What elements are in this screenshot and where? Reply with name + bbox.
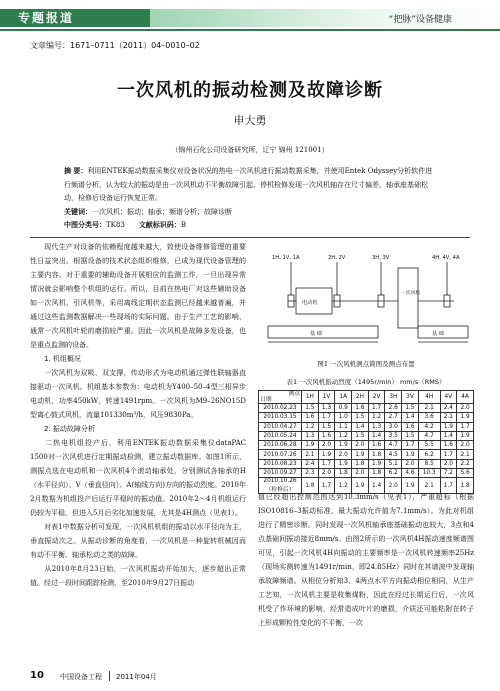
base-right-label: 基 础	[432, 331, 445, 337]
table-cell: 5.5	[418, 441, 440, 450]
table-cell: 10.3	[418, 469, 440, 478]
table-cell: 1.9	[302, 441, 319, 450]
table-cell: 2.1	[440, 413, 457, 422]
row-date: 2010.08.23	[259, 459, 302, 468]
table-cell: 1.1	[335, 422, 352, 431]
analysis-paragraph	[30, 520, 246, 562]
table-cell: 1.5	[402, 404, 419, 413]
table-cell: 1.9	[352, 450, 369, 459]
table-cell: 2.3	[302, 469, 319, 478]
column-header: 2V	[368, 391, 385, 404]
table-cell: 1.8	[302, 478, 319, 494]
table-cell: 3.0	[385, 422, 402, 431]
clc-label: 中图分类号：	[64, 221, 106, 229]
article-number: 文章编号：1671–0711（2011）04–0010–02	[30, 41, 200, 50]
intro-paragraph	[30, 240, 246, 352]
table-cell: 4.5	[385, 450, 402, 459]
timeline-paragraph	[30, 562, 246, 590]
table-cell: 2.0	[335, 450, 352, 459]
table-cell: 0.9	[335, 404, 352, 413]
journal-issue: 2011年04月	[116, 673, 157, 681]
affiliation: （锦州石化公司设备研究所，辽宁 锦州 121001）	[171, 146, 329, 154]
table-cell: 4.7	[418, 431, 440, 440]
table-cell: 1.8	[368, 450, 385, 459]
table-cell: 1.9	[457, 431, 474, 440]
abstract-divider	[30, 237, 470, 238]
column-name-right: “把脉”设备健康	[388, 15, 452, 25]
column-header: 1A	[335, 391, 352, 404]
table-cell: 1.4	[368, 431, 385, 440]
vibration-table	[258, 390, 474, 494]
table-cell: 1.7	[402, 441, 419, 450]
abstract-block	[64, 165, 439, 233]
table-cell: 2.0	[457, 404, 474, 413]
column-header: 3V	[402, 391, 419, 404]
table-cell: 1.6	[402, 422, 419, 431]
table-cell: 8.5	[418, 459, 440, 468]
table-cell: 1.9	[318, 450, 335, 459]
point-label-1: 1H, 1V, 1A	[272, 255, 300, 261]
page-number: 10	[30, 670, 44, 681]
table-cell: 1.2	[302, 422, 319, 431]
table-cell: 7.2	[440, 469, 457, 478]
row-date: 2010.09.27	[259, 469, 302, 478]
table-row	[259, 431, 474, 440]
table-cell: 1.5	[302, 404, 319, 413]
table-cell: 1.4	[352, 422, 369, 431]
column-name-left: 专题报道	[18, 11, 75, 25]
journal-name: 中国设备工程	[60, 673, 102, 681]
row-date: 2010.03.15	[259, 413, 302, 422]
row-date: 2010.06.28	[259, 441, 302, 450]
table-cell: 1.7	[457, 422, 474, 431]
table-cell: 1.7	[318, 478, 335, 494]
base-left	[268, 326, 378, 338]
table-cell: 1.6	[318, 431, 335, 440]
table-cell: 2.0	[352, 469, 369, 478]
point-label-3: 3H, 3V	[372, 255, 390, 261]
keywords	[64, 206, 439, 220]
table-cell: 1.7	[318, 459, 335, 468]
table-cell: 1.6	[368, 441, 385, 450]
journal-header	[0, 0, 500, 34]
corner-bottom: 日期	[260, 397, 272, 403]
table-header-row	[259, 391, 474, 404]
table-cell: 2.7	[385, 413, 402, 422]
section1-title	[30, 352, 246, 366]
doc-code-value: B	[180, 221, 186, 229]
table-row	[259, 413, 474, 422]
header-stripe	[0, 29, 500, 31]
section2-paragraph	[30, 436, 246, 520]
table-cell: 5.6	[457, 469, 474, 478]
table-cell: 1.9	[352, 478, 369, 494]
table-cell: 2.0	[318, 469, 335, 478]
table-cell: 1.9	[402, 478, 419, 494]
table-cell: 1.5	[352, 431, 369, 440]
table-corner	[259, 391, 302, 404]
table-cell: 2.1	[302, 450, 319, 459]
row-date: 2010.02.23	[259, 404, 302, 413]
row-date: 2010.10.26 （检修后）	[259, 478, 302, 494]
intro-text: 现代生产对设备的依赖程度越来越大，致使设备维修管理的重要性日益突出。根据设备的技术状态组织维修，已成为现代设备管理的主要内容。对于重要的辅助设备开展相应的监测工作，一旦出现异常情况就会影响整个机组的运行。所以，目前在热电厂对这些辅助设备如一次风机、引风机等，采用离线定期状态监测已经越来越普遍，并通过这些监测数据解决一些现场的实际问题。由于生产工艺的影响，通常一次风机叶轮的磨损较严重。因此一次风机是故障多发设备，也是重点监测的设备。	[30, 243, 246, 349]
table-cell: 1.3	[368, 422, 385, 431]
doc-code-label: 文献标识码：	[138, 221, 181, 229]
table-cell: 2.1	[457, 450, 474, 459]
section1-paragraph	[30, 366, 246, 422]
table-cell: 1.6	[302, 413, 319, 422]
abstract-text: 利用ENTEK振动数据采集仪对设备状况的热电一次风机进行振动数据采集，并使用Entek Odyssey分析软件进行频谱分析，认为较大的振动是由一次风机动不平衡故障引起，停机检修发现一次风机轴存在尺寸偏差，轴承座基础松动，检修后设备运行恢复正常。	[64, 167, 433, 202]
corner-top: 测点	[288, 391, 300, 397]
table-cell: 1.4	[440, 431, 457, 440]
right-text: 值已经超出控制范围达到10.3mm/s（见表1），严重超标（根据ISO10816–3振动标准，最大振动允许值为7.1mm/s）。为此对机组进行了精密诊断。同时发现一次风机轴承座基础振动也较大，3点和4点基础间振动接近8mm/s。由图2所示的一次风机4H振动速度频谱图可见，引起一次风机4H向振动的主要频率是一次风机转速频率25Hz（现场实测转速为1491r/min，即24.85Hz）同时在其谱波中发现轴承故障频谱。从相位分析知3、4两点水平方向振动相位相同，从生产工艺知，一次风机主要是收集煤粉，因此在经过长期运行后，一次风机受了作环境的影响，经常造成叶片的磨损，介质还可能粘附在转子上形成颗粒性变化的不平衡，一次	[258, 493, 474, 627]
table-cell: 2.0	[440, 459, 457, 468]
body-left-column	[30, 240, 246, 590]
table-cell: 1.7	[318, 413, 335, 422]
analysis-text: 对表1中数据分析可发现，一次风机机组的振动以水平径向为主，垂直振动次之。从振动诊断的角度看，一次风机是一种旋转机械因而有动不平衡、轴承松动之类的故障。	[30, 523, 246, 559]
table-cell: 1.5	[318, 422, 335, 431]
table-cell: 4.7	[385, 441, 402, 450]
table-cell: 2.1	[418, 478, 440, 494]
table-cell: 1.3	[318, 404, 335, 413]
table-cell: 5.1	[385, 459, 402, 468]
table-cell: 2.0	[318, 441, 335, 450]
table-cell: 2.6	[385, 404, 402, 413]
table-cell: 1.7	[368, 404, 385, 413]
table-row	[259, 459, 474, 468]
section2-text: 二热电机组投产后，利用ENTEK振动数据采集仪dataPAC 1500对一次风机进行定期振动检测，建立振动数据库。如图1所示，测振点选在电动机和一次风机4个滚动轴承处，分别测试各轴承的H（水平径向）、V（垂直径向）、A(轴线方向)方向的振动烈度。2010年2月数据为机组投产后运行平稳时的振动值。2010年2～4月机组运行仍较为平稳，但进入5月后劣化加速发展，尤其是4H测点（见表1）。	[30, 439, 246, 517]
author: 申大勇	[233, 114, 267, 127]
body-right-column	[258, 490, 474, 630]
section2-title-text: 2. 振动故障分析	[44, 425, 95, 433]
table-cell: 1.8	[352, 459, 369, 468]
table-row	[259, 422, 474, 431]
table-cell: 2.0	[385, 478, 402, 494]
table-cell: 2.0	[352, 441, 369, 450]
abstract	[64, 165, 439, 206]
section1-title-text: 1. 机组概况	[44, 355, 81, 363]
right-paragraph	[258, 490, 474, 630]
table-1-title: 表1 一次风机振动烈度（1495r/min） mm/s（RMS）	[286, 378, 446, 386]
row-date: 2010.05.24	[259, 431, 302, 440]
footer-separator	[109, 671, 110, 681]
table-cell: 1.5	[352, 413, 369, 422]
table-cell: 2.2	[457, 459, 474, 468]
page-footer	[30, 670, 470, 684]
table-cell: 6.2	[418, 450, 440, 459]
table-cell: 1.4	[368, 478, 385, 494]
table-cell: 2.4	[302, 459, 319, 468]
table-cell: 1.2	[335, 478, 352, 494]
classification	[64, 219, 439, 233]
table-body	[259, 404, 474, 494]
table-row	[259, 404, 474, 413]
table-cell: 1.7	[440, 478, 457, 494]
column-header: 4A	[457, 391, 474, 404]
table-cell: 3.5	[385, 431, 402, 440]
base-left-label: 基 础	[310, 331, 323, 337]
table-cell: 1.9	[457, 413, 474, 422]
table-cell: 1.2	[368, 413, 385, 422]
column-header: 1H	[302, 391, 319, 404]
point-label-4: 4H, 4V, 4A	[432, 255, 460, 261]
table-row	[259, 469, 474, 478]
keywords-label: 关键词：	[64, 207, 92, 216]
table-cell: 1.2	[335, 431, 352, 440]
fan-label: 一次风机	[401, 291, 421, 296]
column-header: 3H	[385, 391, 402, 404]
table-cell: 2.4	[440, 404, 457, 413]
table-cell: 1.9	[440, 422, 457, 431]
table-cell: 1.8	[368, 469, 385, 478]
table-cell: 1.4	[402, 413, 419, 422]
page-title: 一次风机的振动检测及故障诊断	[117, 80, 383, 101]
table-cell: 4.2	[418, 422, 440, 431]
row-date: 2010.04.27	[259, 422, 302, 431]
clc-value: TK83	[106, 221, 125, 229]
table-cell: 1.7	[440, 450, 457, 459]
table-cell: 4.6	[402, 469, 419, 478]
timeline-text: 从2010年8月23日始，一次风机振动开始加大，逐步超出正常值。经过一段时间跟踪检测，至2010年9月27日振动	[30, 565, 246, 587]
table-cell: 6.2	[385, 469, 402, 478]
keywords-text: 一次风机；振动；轴承；频谱分析；故障诊断	[92, 207, 232, 216]
table-cell: 1.0	[335, 413, 352, 422]
table-cell: 1.9	[368, 459, 385, 468]
table-cell: 1.8	[457, 478, 474, 494]
column-header: 4H	[418, 391, 440, 404]
table-cell: 2.0	[457, 441, 474, 450]
table-row	[259, 450, 474, 459]
table-cell: 1.3	[302, 431, 319, 440]
figure-1-diagram	[258, 248, 474, 356]
table-cell: 1.6	[352, 404, 369, 413]
section1-text: 一次风机为双吸、双支撑，传动形式为电动机通过弹性联轴器直接驱动一次风机。机组基本参数为：电动机为Y400–50–4型三相异步电动机，功率450kW，转速1491rpm。一次风机为M9–26NO15D型离心鼓式风机，流量101330m³/h，风压9830Pa。	[30, 369, 246, 419]
table-cell: 1.9	[402, 450, 419, 459]
figure-1-caption: 图1 一次风机测点简图及测点布置	[317, 360, 415, 368]
section2-title	[30, 422, 246, 436]
abstract-label: 摘 要：	[64, 167, 88, 175]
table-cell: 1.5	[402, 431, 419, 440]
table-row	[259, 441, 474, 450]
column-header: 1V	[318, 391, 335, 404]
column-header: 2H	[352, 391, 369, 404]
motor-label: 电动机	[302, 300, 318, 306]
table-cell: 1.8	[335, 469, 352, 478]
fan-box	[398, 268, 421, 328]
point-label-2: 2H, 2V	[328, 255, 346, 261]
table-cell: 3.6	[418, 413, 440, 422]
row-date: 2010.07.26	[259, 450, 302, 459]
table-cell: 1.9	[335, 441, 352, 450]
table-cell: 2.0	[402, 459, 419, 468]
table-cell: 2.1	[418, 404, 440, 413]
table-cell: 1.6	[440, 441, 457, 450]
table-cell: 1.9	[335, 459, 352, 468]
column-header: 4V	[440, 391, 457, 404]
